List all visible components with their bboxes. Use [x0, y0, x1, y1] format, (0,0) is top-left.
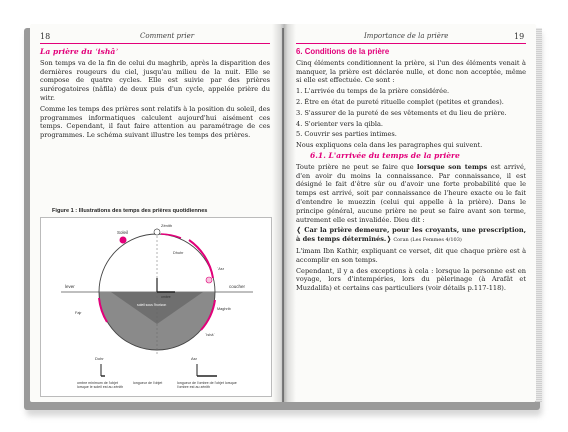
legend-right-title: Asr — [191, 356, 197, 361]
after-list-text: Nous expliquons cela dans les paragraphes qui suivent. — [296, 141, 483, 150]
label-soleil-bas: soleil sous l'horizon — [137, 303, 167, 307]
legend-left-title: Dohr — [95, 356, 104, 361]
condition-5: 5. Couvrir ses parties intimes. — [296, 130, 397, 139]
right-running-title: Importance de la prière — [364, 32, 449, 40]
legend-right-text: longueur de l'ombre de l'objet lorsque l'ombre est au zénith — [177, 381, 237, 390]
conditions-intro: Cinq éléments conditionnent la prière, si l'un des éléments venait à manquer, la prière est déclarée nulle, et donc non acceptée, même si elle est effectuée. Ce sont : — [296, 58, 526, 85]
time-paragraph — [296, 163, 526, 225]
time-paragraph-post: est arrivé, d'en avoir du moins la connaissance. Par connaissance, il est désigné le fait d'être sûr ou d'avoir une forte probabilité que le temps est arrivé, soit par connaissance de l'heure exacte ou le fait d'entendre le muezzin (celui qui appelle à la prière). Dans le principe général, aucune prière ne peut se faire avant son terme, autrement elle est invalidée. Dieu dit : — [296, 162, 526, 224]
subsection-number: 6.1. — [310, 150, 326, 160]
subsection-title-isha: La prière du ʿishâʾ — [40, 47, 119, 56]
condition-1: 1. L'arrivée du temps de la prière considérée. — [296, 87, 450, 96]
right-page — [284, 24, 536, 402]
label-dhuhr: Dhuhr — [173, 251, 184, 255]
right-header-rule — [296, 43, 526, 44]
label-asr: ʿAsr — [217, 267, 224, 271]
label-ombre: ombre — [161, 295, 171, 299]
condition-3: 3. S'assurer de la pureté de ses vêtements et du lieu de prière. — [296, 108, 507, 117]
legend-left-text: ombre minimum de l'objet lorsque le soleil est au zénith — [77, 381, 124, 390]
condition-4: 4. S'orienter vers la qibla. — [296, 119, 383, 128]
label-isha: ʿIshâʾ — [205, 333, 215, 337]
left-running-header — [30, 30, 282, 44]
right-text-block — [296, 48, 526, 295]
label-maghrib: Maghrib — [217, 307, 231, 311]
subsection-heading — [296, 152, 526, 161]
section-number: 6. — [296, 47, 303, 56]
time-paragraph-bold: lorsque son temps — [417, 162, 488, 171]
section-heading — [296, 48, 526, 57]
figure-caption: Figure 1 : Illustrations des temps des prières quotidiennes — [52, 208, 208, 214]
label-coucher: coucher — [229, 284, 246, 289]
verse-reference: Coran (Les Femmes 4/103) — [391, 237, 462, 244]
right-running-header — [284, 30, 536, 44]
left-page-number: 18 — [40, 32, 51, 41]
label-soleil: Soleil — [117, 230, 129, 235]
page-edges — [536, 28, 542, 402]
label-lever: lever — [65, 284, 75, 289]
legend-mid-text: longueur de l'objet — [133, 381, 163, 385]
prayer-times-diagram — [41, 218, 271, 396]
label-zenith: Zénith — [161, 223, 173, 228]
time-paragraph-pre: Toute prière ne peut se faire que — [296, 162, 417, 171]
ibn-kathir-paragraph: L'imam Ibn Kathir, expliquant ce verset, dit que chaque prière est à accomplir en son temps. — [296, 246, 526, 264]
isha-paragraph: Son temps va de la fin de celui du maghrib, après la disparition des dernières rougeurs du ciel, jusqu'au milieu de la nuit. Elle se compose de quatre cycles. Elle est suivie par des prières surérogatoires (nâfila) de deux puis d'un cycle, appelée prière du witr. — [40, 58, 270, 102]
left-text-block — [40, 48, 270, 142]
label-fajr: Fajr — [75, 311, 82, 315]
verse-text: ❬ Car la prière demeure, pour les croyants, une prescription, à des temps déterminés.❭ — [296, 226, 526, 244]
condition-2: 2. Être en état de pureté rituelle complet (petites et grandes). — [296, 97, 504, 106]
subsection-title: L'arrivée du temps de la prière — [328, 150, 460, 160]
calculation-paragraph: Comme les temps des prières sont relatifs à la position du soleil, des programmes informatiques calculent aujourd'hui aisément ces temps. Cependant, il faut faire attention au paramétrage de ces programmes. Le schéma suivant illustre les temps des prières. — [40, 104, 270, 140]
sun-zenith-icon — [154, 229, 160, 235]
left-page — [30, 24, 282, 402]
open-book — [22, 24, 542, 414]
right-page-number: 19 — [514, 32, 525, 41]
left-header-rule — [40, 43, 270, 44]
section-title: Conditions de la prière — [304, 47, 390, 56]
left-running-title: Comment prier — [140, 32, 195, 40]
sun-afternoon-icon — [206, 277, 212, 283]
exceptions-paragraph: Cependant, il y a des exceptions à cela : lorsque la personne est en voyage, lors d'intempéries, lors du pèlerinage (à Arafât et Muzdalifa) et certains cas particuliers (voir détails p.117-118). — [296, 266, 526, 293]
prayer-times-figure — [40, 217, 272, 397]
sun-morning-icon — [120, 237, 127, 244]
quran-verse — [296, 226, 526, 245]
book-gutter — [272, 24, 296, 402]
